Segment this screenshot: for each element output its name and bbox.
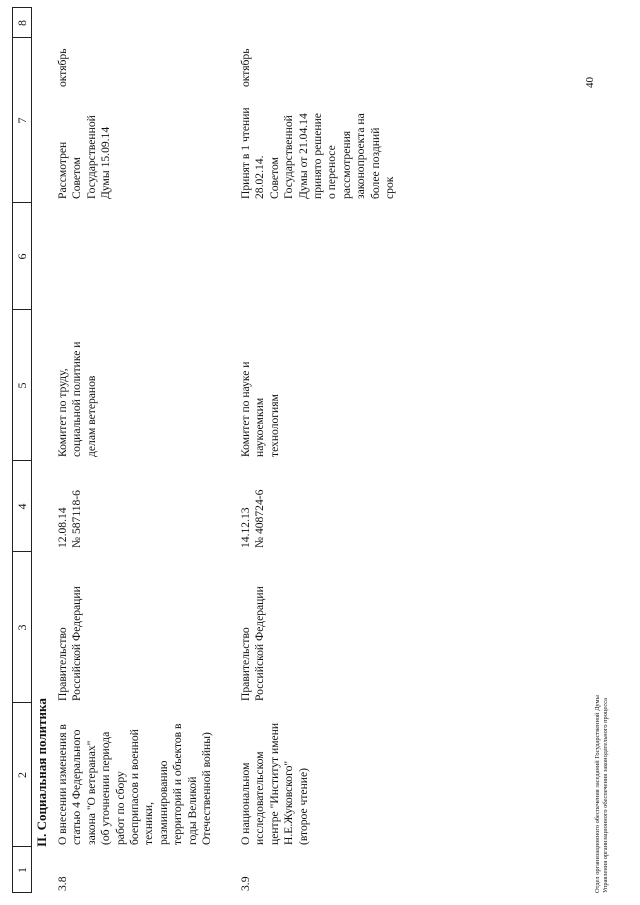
column-header-1: 1 bbox=[15, 867, 29, 873]
column-header-5: 5 bbox=[15, 382, 29, 389]
column-header-2: 2 bbox=[15, 772, 29, 778]
footer-line-1: Отдел организационного обеспечения заседаний Государственной Думы bbox=[594, 695, 601, 893]
column-header-7: 7 bbox=[15, 117, 29, 124]
column-header-8: 8 bbox=[15, 20, 29, 26]
column-header-6: 6 bbox=[15, 253, 29, 260]
row-initiator: Правительство Российской Федерации bbox=[56, 586, 84, 701]
row-committee: Комитет по науке и наукоемким технологиям bbox=[239, 361, 281, 457]
page-number: 40 bbox=[584, 77, 596, 88]
row-month: октябрь bbox=[56, 48, 69, 87]
column-header-4: 4 bbox=[15, 503, 29, 510]
row-registration: 14.12.13 № 408724-6 bbox=[239, 489, 267, 548]
row-committee: Комитет по труду, социальной политике и делам ветеранов bbox=[56, 341, 98, 457]
row-month: октябрь bbox=[239, 48, 252, 87]
row-number: 3.9 bbox=[239, 876, 252, 891]
row-title: О внесении изменения в статью 4 Федерального закона "О ветеранах" (об уточнении периода работ по сбору боеприпасов и военной техники, разминированию территорий и объектов в годы Великой Отечественной войны) bbox=[56, 723, 214, 845]
section-title: II. Социальная политика bbox=[34, 698, 49, 847]
row-registration: 12.08.14 № 587118-6 bbox=[56, 490, 84, 548]
column-header-3: 3 bbox=[15, 624, 29, 631]
row-status: Принят в 1 чтении 28.02.14. Советом Государственной Думы от 21.04.14 принято решение о переносе рассмотрения законопроекта на более поздний срок bbox=[239, 107, 397, 199]
row-initiator: Правительство Российской Федерации bbox=[239, 586, 267, 701]
row-status: Рассмотрен Советом Государственной Думы 15.09.14 bbox=[56, 115, 113, 199]
footer-line-2: Управления организационного обеспечения законодательного процесса bbox=[602, 698, 609, 893]
row-title: О национальном исследовательском центре "Институт имени Н.Е.Жуковского" (второе чтение) bbox=[239, 722, 310, 845]
rotated-page bbox=[12, 7, 612, 893]
row-number: 3.8 bbox=[56, 876, 69, 891]
